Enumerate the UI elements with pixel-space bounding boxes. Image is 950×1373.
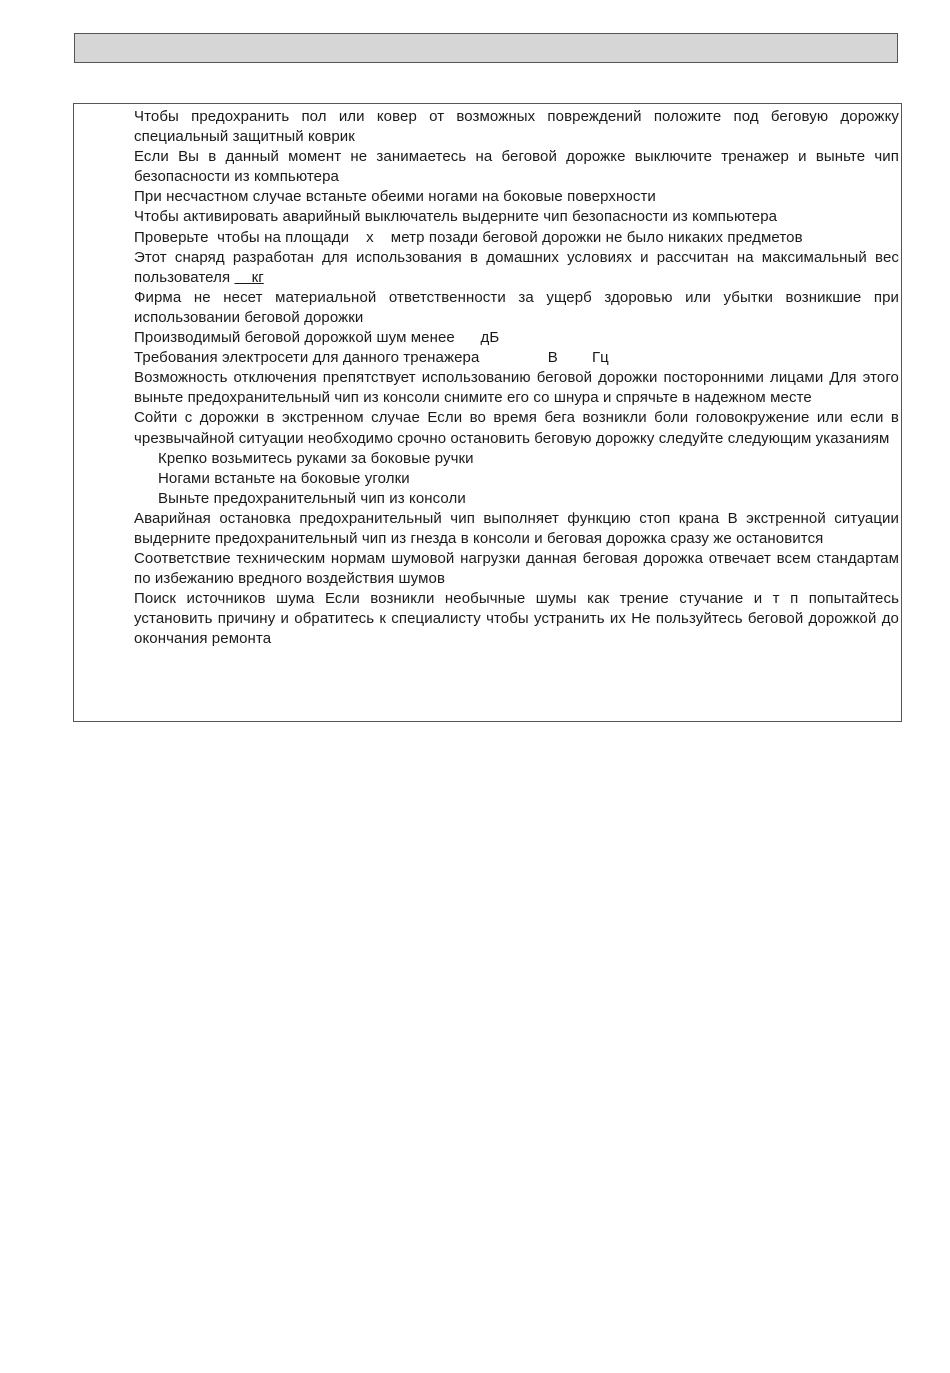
emergency-step: Ногами встаньте на боковые уголки <box>158 469 410 487</box>
instruction-paragraph: При несчастном случае встаньте обеими ногами на боковые поверхности <box>134 188 656 206</box>
instruction-paragraph: Возможность отключения препятствует использованию беговой дорожки посторонними лицами Для этого выньте предохранительный чип из консоли снимите его со шнура и спрячьте в надежном месте <box>134 369 899 407</box>
instruction-paragraph: Чтобы активировать аварийный выключатель выдерните чип безопасности из компьютера <box>134 208 778 226</box>
emergency-step: Крепко возьмитесь руками за боковые ручки <box>158 449 474 467</box>
max-weight-field <box>234 269 263 286</box>
instruction-paragraph: Если Вы в данный момент не занимаетесь на беговой дорожке выключите тренажер и выньте чип безопасности из компьютера <box>134 148 899 186</box>
weight-text: Этот снаряд разработан для использования в домашних условиях и рассчитан на максимальный вес пользователя <box>134 248 899 286</box>
instruction-paragraph: Проверьте чтобы на площади х метр позади беговой дорожки не было никаких предметов <box>134 228 803 246</box>
emergency-step: Выньте предохранительный чип из консоли <box>158 489 466 507</box>
instruction-paragraph-power: Требования электросети для данного тренажера В Гц <box>134 349 609 367</box>
instruction-paragraph: Аварийная остановка предохранительный чип выполняет функцию стоп крана В экстренной ситуации выдерните предохранительный чип из гнезда в консоли и беговая дорожка сразу же остановится <box>134 509 899 547</box>
instruction-paragraph: Поиск источников шума Если возникли необычные шумы как трение стучание и т п попытайтесь установить причину и обратитесь к специалисту чтобы устранить их Не пользуйтесь беговой дорожкой до окончания ремонта <box>134 590 899 648</box>
instructions-text <box>134 107 899 650</box>
weight-unit: кг <box>251 268 264 286</box>
instruction-paragraph-weight <box>134 248 899 288</box>
instruction-paragraph: Фирма не несет материальной ответственности за ущерб здоровью или убытки возникшие при использовании беговой дорожки <box>134 288 899 326</box>
instruction-paragraph: Чтобы предохранить пол или ковер от возможных повреждений положите под беговую дорожку специальный защитный коврик <box>134 108 899 146</box>
instruction-paragraph: Сойти с дорожки в экстренном случае Если во время бега возникли боли головокружение или если в чрезвычайной ситуации необходимо срочно остановить беговую дорожку следуйте следующим указаниям <box>134 409 899 447</box>
instruction-paragraph-noise: Производимый беговой дорожкой шум менее дБ <box>134 329 500 347</box>
safety-instructions-box <box>73 103 902 722</box>
section-header-bar <box>74 33 898 63</box>
instruction-paragraph: Соответствие техническим нормам шумовой нагрузки данная беговая дорожка отвечает всем стандартам по избежанию вредного воздействия шумов <box>134 550 899 588</box>
